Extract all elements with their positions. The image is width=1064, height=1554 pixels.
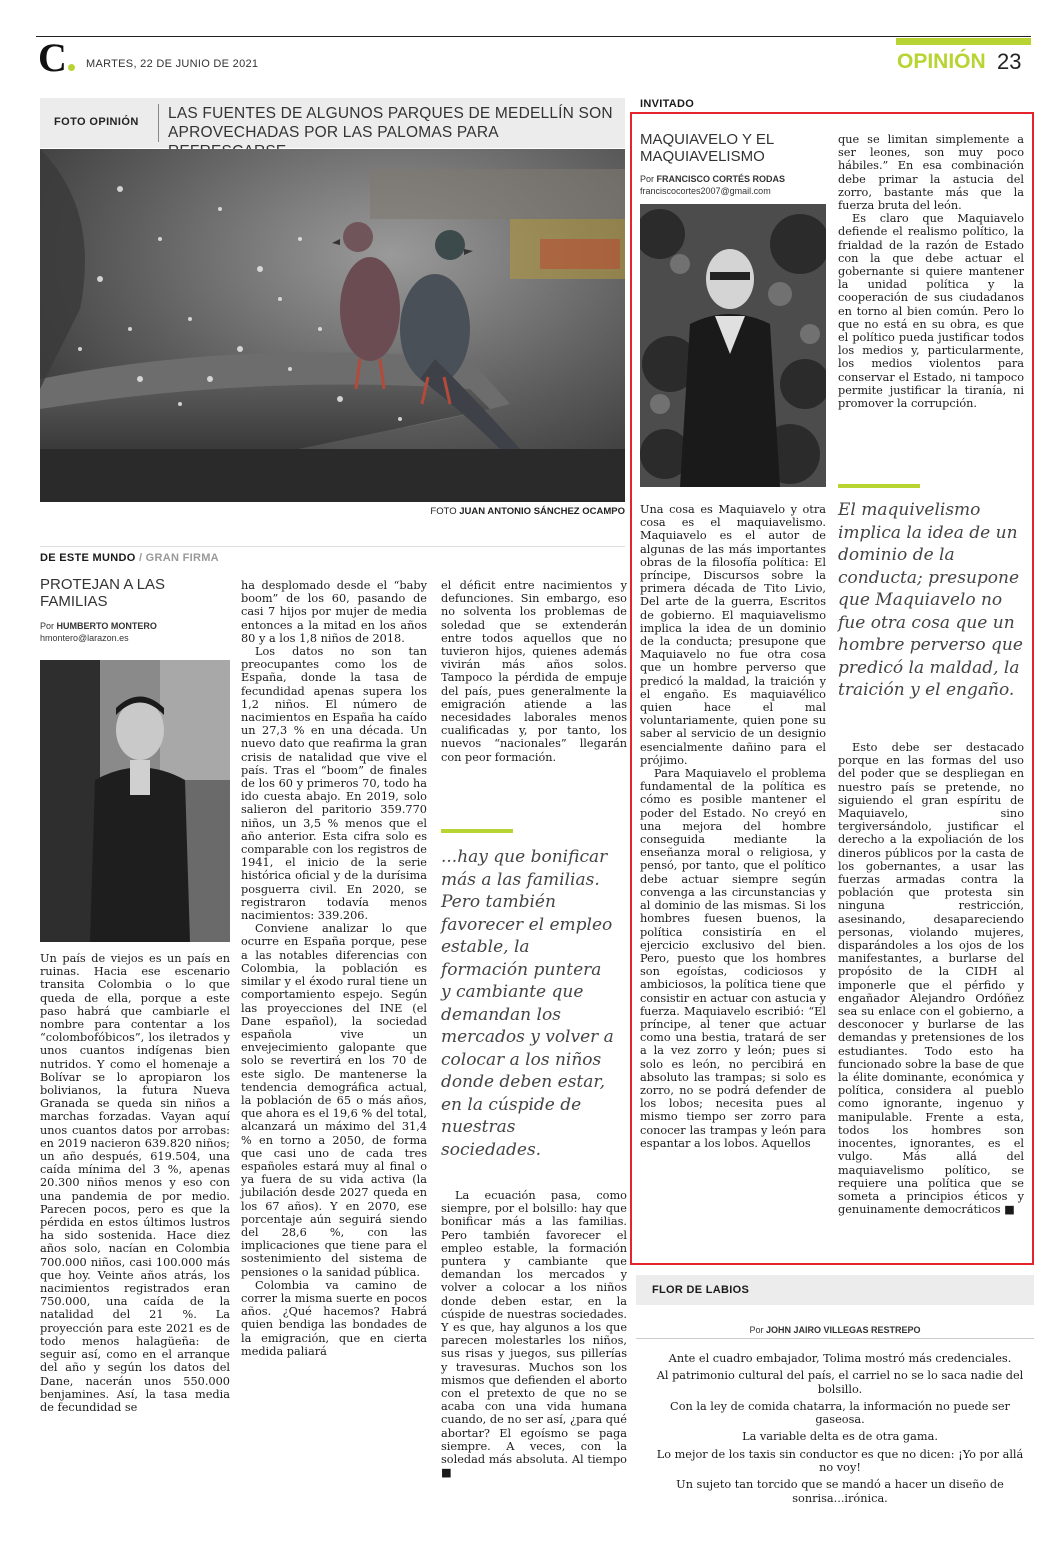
flor-de-labios-body xyxy=(650,1352,1030,1509)
pullquote-accent xyxy=(441,829,513,833)
article-paragraph: Esto debe ser destacado porque en las formas del uso del poder que se despliegan en nuestro país se pretende, no siguiendo el gran espíritu de Maquiavelo, sino tergiversándolo, justificar el derecho a la expoliación de los dineros públicos por la casta de los gobernantes, a usar las fuerzas armadas contra la población que protesta sin ninguna restricción, asesinando, desapareciendo personas, violando mujeres, disparándoles a los ojos de los manifestantes, a burlarse del propósito de la CIDH al imponerle que el pérfido y engañador Alejandro Ordóñez sea su enlace con el gobierno, a desconocer y burlarse de las demandas y pretensiones de los estudiantes. Todo esto ha funcionado sobre la base de que la élite dominante, económica y política, considera al pueblo como ignorante, ingenuo y manipulable. Frente a esta, todos los hombres son inocentes, ignorantes, es el vulgo. Más allá del maquiavelismo político, se requiere una política que se someta a principios éticos y genuinamente democráticos ■ xyxy=(838,741,1024,1217)
article-paragraph: Una cosa es Maquiavelo y otra cosa es el maquiavelismo. Maquiavelo es el autor de algunas de las más importantes obras de la filosofía política: El príncipe, Discursos sobre la primera década de Tito Livio, Del arte de la guerra, Escritos de gobierno. El maquiavelismo implica la idea de un dominio de la conducta; presupone que Maquiavelo no fue otra cosa que un hombre perverso que predicó la maldad, la traición y el engaño. Es maquiavélico quien hace el mal voluntariamente, quien pone su saber al servicio de un designio esencialmente dañino para el prójimo. xyxy=(640,503,826,767)
column1-body-part3 xyxy=(441,579,627,764)
newspaper-logo[interactable]: C xyxy=(38,38,75,78)
pigeons-fountain-photo xyxy=(40,149,625,502)
column-kicker: DE ESTE MUNDO / GRAN FIRMA xyxy=(40,552,219,564)
author-photo-cortes xyxy=(640,204,826,487)
column-title: MAQUIAVELO Y EL MAQUIAVELISMO xyxy=(640,131,774,165)
section-accent-bar xyxy=(896,38,1031,45)
article-paragraph: el déficit entre nacimientos y defunciones. Sin embargo, eso no solventa los problemas de soledad que se extenderán entre todos aquellos que no tuvieron hijos, quienes además vivirán más años solos. Tampoco la pérdida de empuje del país, pues generalmente la emigración atiende a las necesidades laborales menos cualificadas y, por tanto, los nuevos “nacionales” llegarán con peor formación. xyxy=(441,579,627,764)
author-portrait-illustration xyxy=(40,660,230,942)
article-paragraph: Los datos no son tan preocupantes como los de España, donde la tasa de fecundidad apenas supera los 1,2 niños. El número de nacimientos en España ha caído un 27,3 % en una década. Un nuevo dato que reafirma la gran crisis de natalidad que vive el país. Tras el “boom” de finales de los 60 y primeros 70, todo ha ido cuesta abajo. En 2019, solo salieron del paritorio 359.770 niños, un 3,5 % menos que el año anterior. Esta cifra solo es comparable con los registros de 1941, el inicio de la serie histórica oficial y de la durísima posguerra civil. En 2020, se registraron todavía menos nacimientos: 339.206. xyxy=(241,645,427,923)
column-kicker: INVITADO xyxy=(640,98,695,110)
column1-body-part2 xyxy=(241,579,427,1358)
column2-body-part3 xyxy=(838,741,1024,1216)
article-paragraph: Colombia va camino de correr la misma suerte en pocos años. ¿Qué hacemos? Habrá quien bendiga las bondades de la emigración, que en cierta medida paliará xyxy=(241,1278,427,1358)
epigram-line: Al patrimonio cultural del país, el carriel no se lo saca nadie del bolsillo. xyxy=(656,1369,1024,1396)
logo-dot xyxy=(68,64,75,71)
flor-de-labios-label: FLOR DE LABIOS xyxy=(652,1284,750,1296)
article-paragraph: Conviene analizar lo que ocurre en España porque, pese a las notables diferencias con Colombia, la población es similar y el éxodo rural tiene un comportamiento espejo. Según las proyecciones del INE (el Dane español), la sociedad española vive un envejecimiento galopante que solo se revertirá en los 70 de este siglo. De mantenerse la tendencia demográfica actual, la población de 65 o más años, que ahora es el 19,6 % del total, alcanzará un máximo del 31,4 % en torno a 2050, de forma que casi uno de cada tres españoles estará muy al final o ya fuera de su vida activa (la jubilación desde 2027 queda en los 67 años). Y en 2070, ese porcentaje aún seguirá siendo del 28,6 %, con las implicaciones que tiene para el sostenimiento del sistema de pensiones o la sanidad pública. xyxy=(241,922,427,1279)
author-byline: Por JOHN JAIRO VILLEGAS RESTREPO xyxy=(749,1325,921,1335)
author-byline: Por HUMBERTO MONTERO xyxy=(40,621,157,631)
author-photo-montero xyxy=(40,660,230,942)
column2-body-part1 xyxy=(640,503,826,1150)
issue-date: MARTES, 22 DE JUNIO DE 2021 xyxy=(86,58,259,70)
page-number: 23 xyxy=(997,49,1022,74)
author-email[interactable]: hmontero@larazon.es xyxy=(40,633,129,643)
foto-opinion-label: FOTO OPINIÓN xyxy=(54,116,139,128)
pullquote: El maquivelismo implica la idea de un dominio de la conducta; presupone que Maquiavelo no fue otra cosa que un hombre perverso que predicó la maldad, la traición y el engaño. xyxy=(838,500,1023,700)
epigram-line: Un sujeto tan torcido que se mandó a hacer un diseño de sonrisa...irónica. xyxy=(676,1478,1004,1505)
pigeons-fountain-illustration xyxy=(40,149,625,502)
column2-body-part2 xyxy=(838,133,1024,410)
column1-body-part4 xyxy=(441,1189,627,1479)
column-title: PROTEJAN A LAS FAMILIAS xyxy=(40,576,166,610)
epigram-line: Con la ley de comida chatarra, la información no puede ser gaseosa. xyxy=(670,1399,1010,1427)
author-byline: Por FRANCISCO CORTÉS RODAS xyxy=(640,174,786,184)
header-rule xyxy=(36,36,1031,37)
foto-opinion-headline: LAS FUENTES DE ALGUNOS PARQUES DE MEDELLÍN SON APROVECHADAS POR LAS PALOMAS PARA xyxy=(168,105,613,141)
article-paragraph: ha desplomado desde el “baby boom” de los 60, pasando de casi 7 hijos por mujer de media entonces a la mitad en los años 80 y a los 1,8 niños de 2018. xyxy=(241,579,427,645)
photo-credit: FOTO JUAN ANTONIO SÁNCHEZ OCAMPO xyxy=(430,506,625,517)
author-email[interactable]: franciscocortes2007@gmail.com xyxy=(640,186,771,196)
epigram-line: Lo mejor de los taxis sin conductor es que no dicen: ¡Yo por allá no voy! xyxy=(656,1447,1024,1475)
pullquote-accent xyxy=(838,484,920,488)
epigram-line: La variable delta es de otra gama. xyxy=(742,1430,938,1444)
epigram-line: Ante el cuadro embajador, Tolima mostró más credenciales. xyxy=(668,1352,1012,1365)
pullquote: ...hay que bonificar más a las familias. Pero también favorecer el empleo estable, la formación puntera y cambiante que demandan los mercados y volver a colocar a los niños donde deben estar, en la cúspide de nuestras sociedades. xyxy=(441,847,614,1160)
article-paragraph: Es claro que Maquiavelo defiende el realismo político, la frialdad de la razón de Estado con la que debe actuar el gobernante si quiere mantener la unidad política y la cooperación de sus ciudadanos en torno al bien común. Pero lo que no está en su obra, es que el político pueda justificar todos los medios y, particularmente, los medios violentos para conservar el Estado, ni tampoco permite justificar la tiranía, ni promover la corrupción. xyxy=(838,212,1024,411)
section-label: OPINIÓN xyxy=(897,50,986,73)
byline-rule xyxy=(636,1338,1034,1339)
article-paragraph: Para Maquiavelo el problema fundamental de la política es cómo es posible mantener el poder del Estado. No creyó en una mejora del hombre conseguida mediante la enseñanza moral o religiosa, y pensó, por tanto, que el político debe actuar siempre según convenga a las circunstancias y al dominio de las mismas. Si los hombres fuesen buenos, la política consistiría en el ejercicio exclusivo del bien. Pero, puesto que los hombres son egoístas, codiciosos y ambiciosos, la política tiene que consistir en actuar con astucia y fuerza. Maquiavelo escribió: “El príncipe, al tener que actuar como una bestia, tratará de ser a la vez zorro y león; pues si solo es león, no percibirá en absoluto las trampas; si solo es zorro, no se podrá defender de los lobos; necesita pues al mismo tiempo ser zorro para conocer las trampas y león para espantar a los lobos. Aquellos xyxy=(640,767,826,1150)
article-paragraph: Un país de viejos es un país en ruinas. Hacia ese escenario transita Colombia o lo que queda de ella, porque a este paso habrá que cambiarle el nombre para contentar a los “colombofóbicos”, los iletrados y unos cuantos indígenas bien nutridos. Y como el homenaje a Bolívar se lo apropiaron los bolivianos, la futura Nueva Granada se queda sin niños a marchas forzadas. Vayan aquí unos cuantos datos por arrobas: en 2019 nacieron 639.820 niños; un año después, 619.504, una caída mínima del 3 %, apenas 20.300 niños menos y eso con una pandemia de por medio. Parecen pocos, pero es que la pérdida en estos últimos lustros ha sido sostenida. Hace diez años solo, nacían en Colombia 700.000 niños, casi 100.000 más que hoy. Veinte años atrás, los nacimientos registrados eran 750.000, una caída de la natalidad del 21 %. La proyección para este 2021 es de todo menos halagüeña: de seguir así, como en el arranque del año y según los datos del Dane, nacerán unos 550.000 benjamines. Así, la tasa media de fecundidad se xyxy=(40,952,230,1414)
foto-opinion-divider xyxy=(158,104,159,142)
article-paragraph: La ecuación pasa, como siempre, por el bolsillo: hay que bonificar más a las familias. Pero también favorecer el empleo estable, la formación puntera y cambiante que demandan los mercados y volver a colocar a los niños donde deben estar, en la cúspide de nuestras sociedades. Y es que, hay algunos a los que parecen molestarles los niños, sus risas y juegos, sus pillerías y travesuras. Muchos son los mismos que defienden el aborto con el pretexto de que no se acaba con una vida humana cuando, de no ser así, ¿para qué abortar? El egoísmo se paga siempre. A veces, con la soledad más absoluta. Al tiempo ■ xyxy=(441,1189,627,1480)
author-portrait-illustration xyxy=(640,204,826,487)
column1-body-part1 xyxy=(40,952,230,1414)
article-paragraph: que se limitan simplemente a ser leones, son muy poco hábiles.” En esa combinación debe primar la astucia del zorro, bastante más que la fuerza bruta del león. xyxy=(838,133,1024,213)
section-rule xyxy=(40,546,625,547)
